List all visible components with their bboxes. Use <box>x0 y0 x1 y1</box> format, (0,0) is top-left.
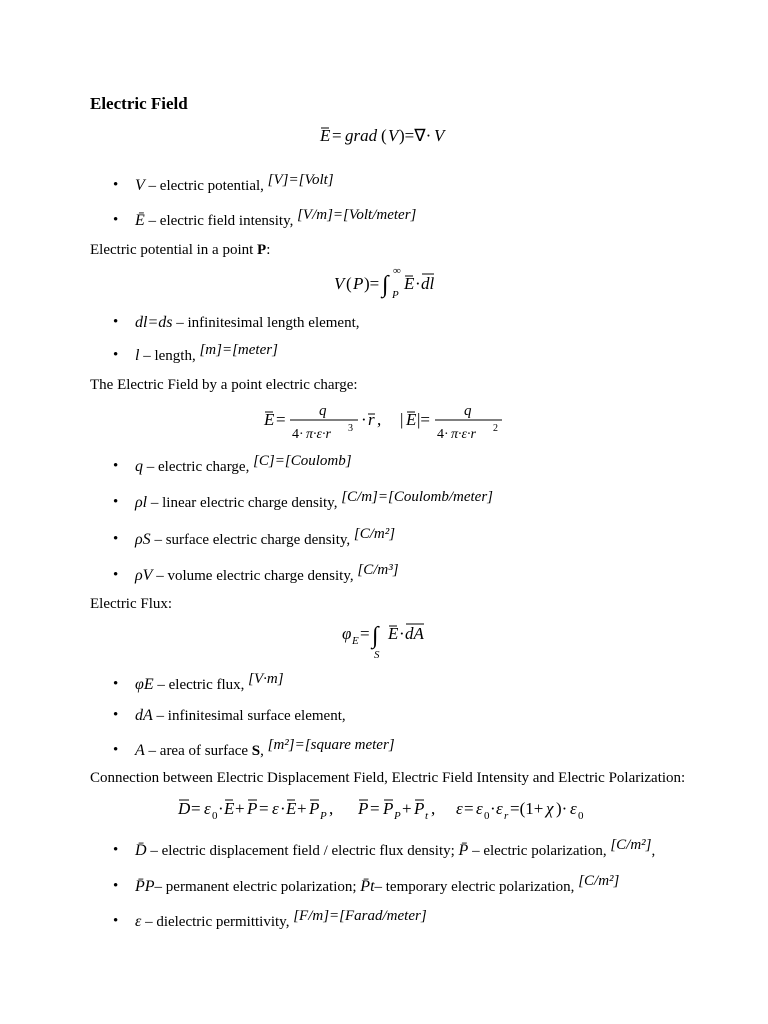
description: – volume electric charge density, <box>152 568 358 584</box>
symbol: q <box>135 458 143 475</box>
svg-text:=: = <box>191 799 201 818</box>
unit: [C/m³] <box>357 562 399 578</box>
symbol: Ē <box>135 212 145 229</box>
unit: [m²]=[square meter] <box>267 737 395 753</box>
description: – electric flux, <box>153 677 249 693</box>
equation-connection <box>176 792 596 824</box>
symbol: dA <box>135 707 153 724</box>
paragraph-potential <box>90 242 270 259</box>
paragraph-connection: Connection between Electric Displacement Field, Electric Field Intensity and Electric Polarization: <box>90 770 686 786</box>
svg-text:0: 0 <box>578 810 584 822</box>
svg-text:q: q <box>464 403 472 419</box>
surface-label: S <box>251 743 261 759</box>
description: – electric displacement field / electric flux density; <box>146 843 459 859</box>
description: – infinitesimal length element, <box>172 315 360 331</box>
symbol: ρl <box>135 494 148 511</box>
svg-text:ε: ε <box>272 799 279 818</box>
unit: [V/m]=[Volt/meter] <box>297 207 417 223</box>
svg-text:·: · <box>490 799 496 818</box>
svg-text:dl: dl <box>421 274 435 293</box>
svg-text:=: = <box>276 410 286 429</box>
equation-gradient <box>318 122 458 150</box>
svg-text:4·: 4· <box>437 427 449 442</box>
bullet-icon: • <box>113 458 119 474</box>
svg-text:E: E <box>388 624 399 643</box>
svg-text:∫: ∫ <box>372 623 379 649</box>
bullet-icon: • <box>113 742 119 758</box>
svg-text:ε: ε <box>476 799 483 818</box>
svg-text:3: 3 <box>348 423 353 434</box>
unit: [V·m] <box>248 671 284 687</box>
svg-text:,: , <box>431 799 436 818</box>
svg-text:=: = <box>332 126 342 145</box>
svg-text:π·ε·r: π·ε·r <box>451 427 476 442</box>
paragraph-text: Electric potential in a point <box>90 242 258 258</box>
svg-text:E: E <box>404 274 415 293</box>
svg-text:E: E <box>406 410 417 429</box>
symbol: ρS <box>135 531 151 548</box>
svg-text:·: · <box>218 799 224 818</box>
svg-text:·: · <box>361 410 367 429</box>
page-title: Electric Field <box>90 94 188 113</box>
symbol: A <box>135 742 145 759</box>
svg-text:0: 0 <box>484 810 490 822</box>
bullet-icon: • <box>113 531 119 547</box>
symbol: P̄P <box>135 878 155 895</box>
svg-text:0: 0 <box>212 810 218 822</box>
svg-text:=: = <box>464 799 474 818</box>
svg-text:·: · <box>415 274 421 293</box>
svg-text:D: D <box>178 799 191 818</box>
svg-text:|: | <box>400 410 404 429</box>
description: – electric charge, <box>143 459 254 475</box>
equation-potential <box>330 262 450 302</box>
symbol: ρV <box>135 567 153 584</box>
svg-text:·: · <box>399 624 405 643</box>
svg-text:φ: φ <box>342 624 352 643</box>
bullet-icon: • <box>113 347 119 363</box>
symbol-2: P̄t <box>360 878 375 895</box>
bullet-icon: • <box>113 913 119 929</box>
svg-text:)=: )= <box>364 274 380 293</box>
svg-text:S: S <box>374 649 380 661</box>
svg-text:=: = <box>259 799 269 818</box>
svg-text:E: E <box>224 799 235 818</box>
unit: [C]=[Coulomb] <box>253 453 352 469</box>
description-tail: , <box>651 843 656 859</box>
svg-text:V: V <box>334 274 345 293</box>
equation-flux <box>340 617 440 663</box>
svg-text:r: r <box>504 810 509 822</box>
bullet-icon: • <box>113 567 119 583</box>
symbol-2: P̄ <box>458 842 469 859</box>
description: – length, <box>139 348 200 364</box>
description-2: – temporary electric polarization, <box>374 879 579 895</box>
unit: [F/m]=[Farad/meter] <box>293 908 427 924</box>
bullet-icon: • <box>113 878 119 894</box>
paragraph-point-charge: The Electric Field by a point electric charge: <box>90 377 358 393</box>
svg-text:P: P <box>353 274 364 293</box>
svg-text:χ: χ <box>546 799 554 818</box>
bullet-icon: • <box>113 676 119 692</box>
symbol: dl=ds <box>135 314 173 331</box>
equation-point-charge <box>262 398 512 446</box>
unit: [C/m²] <box>610 837 652 853</box>
unit: [m]=[meter] <box>199 342 278 358</box>
description: – linear electric charge density, <box>147 495 342 511</box>
svg-text:ε: ε <box>456 799 463 818</box>
svg-text:2: 2 <box>493 423 498 434</box>
svg-text:)=∇·: )=∇· <box>399 126 432 145</box>
svg-text:+: + <box>297 799 307 818</box>
svg-text:,: , <box>329 799 334 818</box>
symbol: V <box>135 177 145 194</box>
svg-text:q: q <box>319 403 327 419</box>
svg-text:∞: ∞ <box>393 265 401 277</box>
svg-text:V: V <box>388 126 399 145</box>
symbol: φE <box>135 676 154 693</box>
svg-text:E: E <box>352 635 359 647</box>
svg-text:grad: grad <box>345 126 378 145</box>
paragraph-colon: : <box>266 242 271 258</box>
svg-text:,: , <box>377 410 382 429</box>
description: – surface electric charge density, <box>150 532 354 548</box>
svg-text:P: P <box>392 289 399 301</box>
svg-text:(: ( <box>381 126 387 145</box>
bullet-icon: • <box>113 842 119 858</box>
svg-text:t: t <box>425 810 429 822</box>
symbol: l <box>135 347 140 364</box>
svg-text:+: + <box>235 799 245 818</box>
bullet-icon: • <box>113 494 119 510</box>
symbol: D̄ <box>135 842 147 859</box>
description: – permanent electric polarization; <box>154 879 361 895</box>
svg-text:P: P <box>414 799 425 818</box>
description: – electric field intensity, <box>144 213 298 229</box>
svg-text:P: P <box>358 799 369 818</box>
description: – infinitesimal surface element, <box>152 708 346 724</box>
description: – dielectric permittivity, <box>141 914 294 930</box>
unit: [C/m²] <box>578 873 620 889</box>
bullet-icon: • <box>113 707 119 723</box>
bullet-icon: • <box>113 314 119 330</box>
svg-text:r: r <box>368 410 375 429</box>
svg-text:ε: ε <box>496 799 503 818</box>
svg-text:=: = <box>370 799 380 818</box>
svg-text:4·: 4· <box>292 427 304 442</box>
svg-text:P: P <box>383 799 394 818</box>
svg-text:|=: |= <box>417 410 430 429</box>
bullet-icon: • <box>113 177 119 193</box>
svg-text:P: P <box>247 799 258 818</box>
svg-text:ε: ε <box>204 799 211 818</box>
svg-text:V: V <box>434 126 445 145</box>
unit: [C/m]=[Coulomb/meter] <box>341 489 494 505</box>
svg-text:ε: ε <box>570 799 577 818</box>
svg-text:)·: )· <box>556 799 568 818</box>
svg-text:(: ( <box>346 274 352 293</box>
svg-text:P: P <box>309 799 320 818</box>
svg-text:P: P <box>320 810 327 822</box>
equation-gradient-text: E <box>320 126 331 145</box>
svg-text:π·ε·r: π·ε·r <box>306 427 331 442</box>
description: – electric potential, <box>144 178 268 194</box>
svg-text:∫: ∫ <box>382 272 389 298</box>
description: – area of surface <box>144 743 252 759</box>
paragraph-flux: Electric Flux: <box>90 596 173 612</box>
description-end: , <box>260 743 268 759</box>
svg-text:E: E <box>286 799 297 818</box>
svg-text:=(1+: =(1+ <box>510 799 544 818</box>
svg-text:dA: dA <box>405 624 424 643</box>
symbol: ε <box>135 913 142 930</box>
description-2: – electric polarization, <box>468 843 611 859</box>
point-label: P <box>257 242 267 258</box>
unit: [C/m²] <box>353 526 396 542</box>
svg-text:P: P <box>394 810 401 822</box>
svg-text:·: · <box>280 799 286 818</box>
svg-text:E: E <box>264 410 275 429</box>
unit: [V]=[Volt] <box>267 172 334 188</box>
bullet-icon: • <box>113 212 119 228</box>
svg-text:+: + <box>402 799 412 818</box>
svg-text:=: = <box>360 624 370 643</box>
